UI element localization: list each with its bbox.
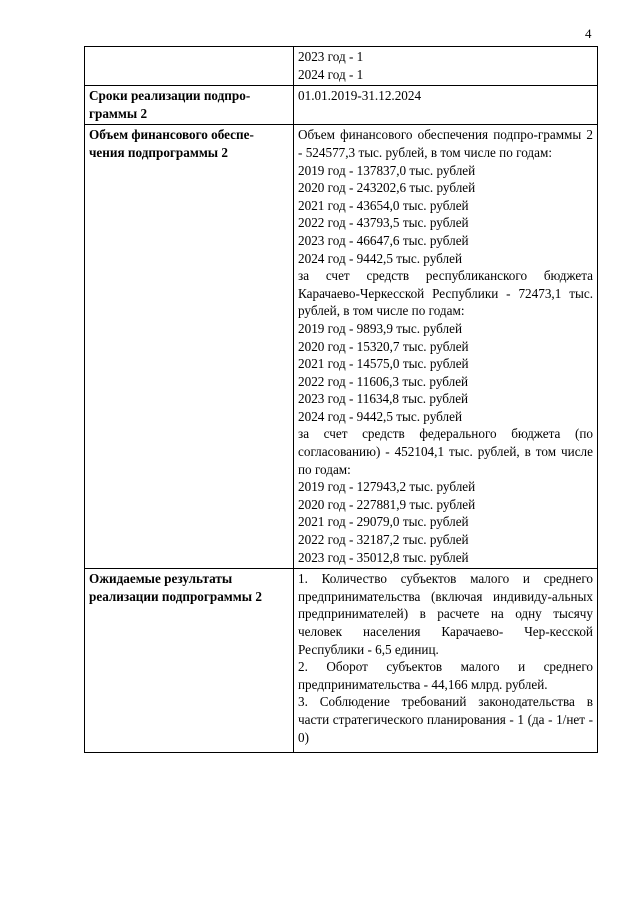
value-line: 2020 год - 243202,6 тыс. рублей [298,180,476,196]
value-line: 2019 год - 9893,9 тыс. рублей [298,320,463,336]
value-line: 2024 год - 9442,5 тыс. рублей [298,408,463,424]
value-line: 2023 год - 1 [298,49,364,64]
value-paragraph: 3. Соблюдение требований законодательства в части стратегического планирования - 1 (да - 1/нет - 0) [298,694,593,745]
value-line: 2020 год - 15320,7 тыс. рублей [298,338,469,354]
table-row [85,47,598,86]
table-row [85,86,598,125]
table-row [85,125,598,569]
row-label [85,47,294,86]
row-value [294,125,598,569]
row-value [294,569,598,753]
value-paragraph: Объем финансового обеспечения подпро-граммы 2 - 524577,3 тыс. рублей, в том числе по годам: [298,127,593,160]
value-paragraph: за счет средств федерального бюджета (по согласованию) - 452104,1 тыс. рублей, в том числе по годам: [298,426,593,477]
value-paragraph: за счет средств республиканского бюджета Карачаево-Черкесской Республики - 72473,1 тыс. рублей, в том числе по годам: [298,268,593,319]
value-line: 2019 год - 137837,0 тыс. рублей [298,162,476,178]
row-value [294,47,598,86]
value-line: 2020 год - 227881,9 тыс. рублей [298,496,476,512]
table-row [85,569,598,753]
row-label: Ожидаемые результаты реализации подпрограммы 2 [85,569,294,753]
row-value [294,86,598,125]
value-line: 2019 год - 127943,2 тыс. рублей [298,479,476,495]
value-line: 2023 год - 35012,8 тыс. рублей [298,549,469,565]
page-number: 4 [585,26,592,41]
value-line: 2022 год - 32187,2 тыс. рублей [298,532,469,548]
value-line: 2023 год - 11634,8 тыс. рублей [298,391,469,407]
value-line: 2024 год - 1 [298,66,364,82]
value-line: 2021 год - 14575,0 тыс. рублей [298,356,469,372]
value-line: 2023 год - 46647,6 тыс. рублей [298,232,469,248]
value-paragraph: 2. Оборот субъектов малого и среднего предпринимательства - 44,166 млрд. рублей. [298,659,593,692]
value-line: 2022 год - 43793,5 тыс. рублей [298,215,469,231]
value-paragraph: 1. Количество субъектов малого и среднего предпринимательства (включая индивиду-альных предпринимателей) в расчете на одну тысячу человек населения Карачаево- Чер-кесской Республики - 6,5 единиц. [298,571,593,657]
value-line: 2024 год - 9442,5 тыс. рублей [298,250,463,266]
value-line: 2021 год - 43654,0 тыс. рублей [298,197,469,213]
value-line: 2022 год - 11606,3 тыс. рублей [298,373,469,389]
row-label: Сроки реализации подпро-граммы 2 [85,86,294,125]
row-label: Объем финансового обеспе-чения подпрограммы 2 [85,125,294,569]
value-line: 2021 год - 29079,0 тыс. рублей [298,514,469,530]
value-line: 01.01.2019-31.12.2024 [298,88,422,104]
passport-table [84,46,598,753]
